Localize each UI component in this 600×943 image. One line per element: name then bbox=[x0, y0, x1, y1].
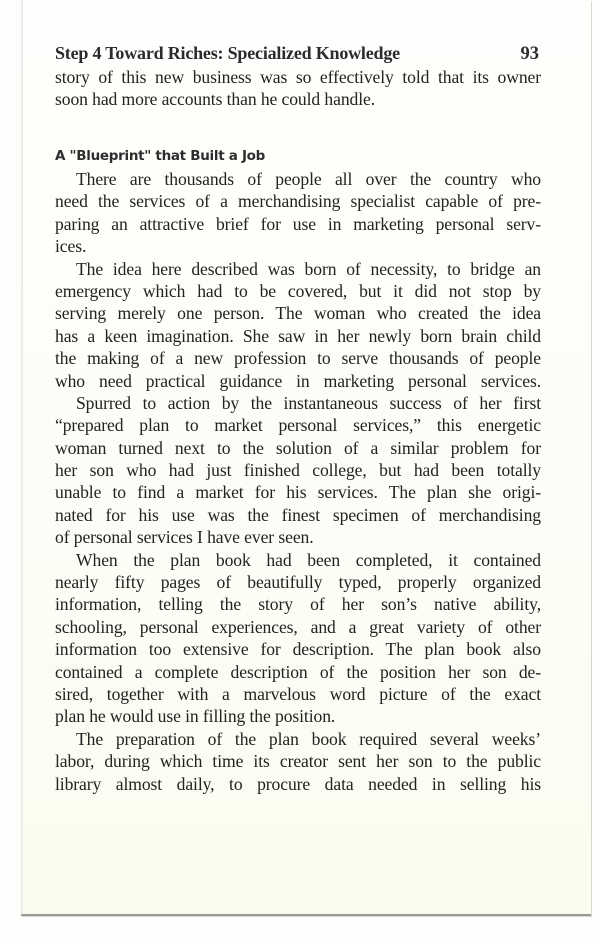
text-line: information too extensive for description. The plan book also bbox=[55, 639, 541, 660]
text-line: of personal services I have ever seen. bbox=[55, 527, 314, 548]
text-line: unable to find a market for his services. The plan she origi- bbox=[55, 482, 541, 503]
text-line: who need practical guidance in marketing personal services. bbox=[55, 370, 541, 391]
text-line: When the plan book had been completed, it contained bbox=[76, 549, 541, 570]
text-line: soon had more accounts than he could handle. bbox=[55, 89, 376, 110]
text-line: The preparation of the plan book required several weeks’ bbox=[76, 728, 541, 749]
text-line: woman turned next to the solution of a similar problem for bbox=[55, 437, 541, 458]
text-line: There are thousands of people all over the country who bbox=[76, 169, 541, 189]
text-line: sired, together with a marvelous word picture of the exact bbox=[55, 683, 541, 704]
text-line: Spurred to action by the instantaneous success of her first bbox=[76, 392, 541, 413]
opening-paragraph bbox=[55, 66, 541, 111]
paragraph bbox=[55, 392, 541, 549]
text-line: labor, during which time its creator sent her son to the public bbox=[55, 751, 541, 772]
paragraph bbox=[55, 728, 541, 795]
text-line: has a keen imagination. She saw in her newly born brain child bbox=[55, 325, 541, 346]
text-line: story of this new business was so effectively told that its owner bbox=[55, 67, 541, 87]
text-line: ices. bbox=[55, 236, 87, 257]
text-line: emergency which had to be covered, but it did not stop by bbox=[55, 280, 541, 301]
text-line: library almost daily, to procure data needed in selling his bbox=[55, 773, 541, 794]
body-text bbox=[55, 168, 541, 795]
text-line: her son who had just finished college, but had been totally bbox=[55, 460, 541, 481]
text-line: paring an attractive brief for use in marketing personal serv- bbox=[55, 213, 541, 234]
text-line: need the services of a merchandising specialist capable of pre- bbox=[55, 191, 541, 212]
text-line: The idea here described was born of necessity, to bridge an bbox=[76, 258, 541, 279]
page-number: 93 bbox=[520, 44, 539, 64]
paragraph bbox=[55, 549, 541, 728]
running-head bbox=[55, 43, 539, 65]
text-line: plan he would use in filling the position. bbox=[55, 706, 336, 727]
text-line: contained a complete description of the position her son de- bbox=[55, 661, 541, 682]
book-page bbox=[21, 0, 591, 916]
text-line: “prepared plan to market personal services,” this energetic bbox=[55, 415, 541, 436]
text-line: nated for his use was the finest specimen of merchandising bbox=[55, 504, 541, 525]
paragraph bbox=[55, 258, 541, 392]
text-line: nearly fifty pages of beautifully typed, properly organized bbox=[55, 572, 541, 593]
running-title: Step 4 Toward Riches: Specialized Knowledge bbox=[55, 43, 400, 63]
text-line: serving merely one person. The woman who created the idea bbox=[55, 303, 541, 324]
paragraph bbox=[55, 168, 541, 258]
section-heading: A "Blueprint" that Built a Job bbox=[55, 148, 266, 164]
text-line: schooling, personal experiences, and a great variety of other bbox=[55, 616, 541, 637]
text-line: the making of a new profession to serve thousands of people bbox=[55, 348, 541, 369]
text-line: information, telling the story of her son’s native ability, bbox=[55, 594, 541, 615]
